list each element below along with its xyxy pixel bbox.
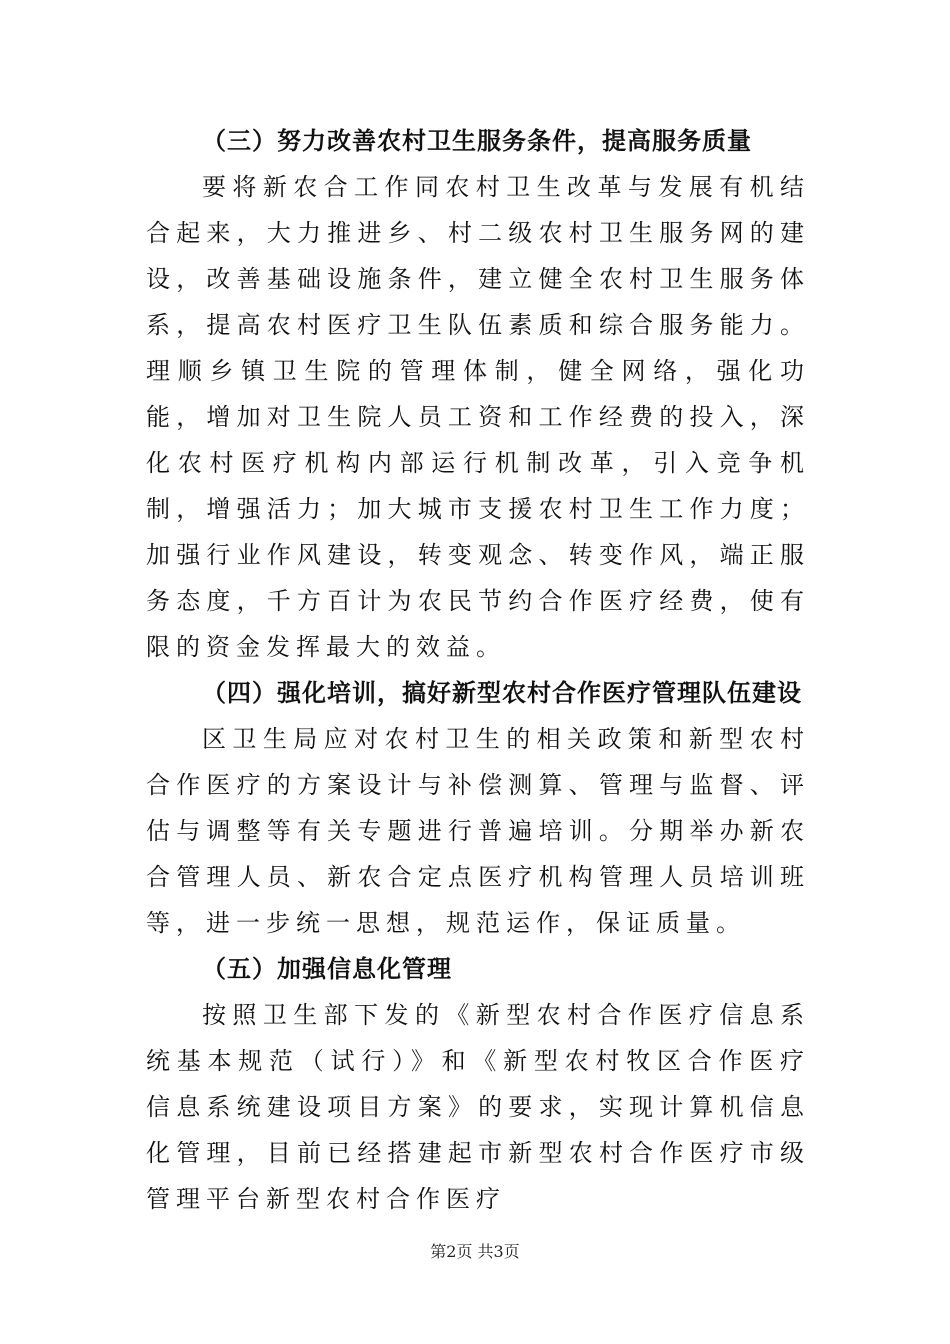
section-heading-5: （五）加强信息化管理 <box>202 955 452 983</box>
document-body <box>146 118 810 1222</box>
section-heading-3: （三）努力改善农村卫生服务条件，提高服务质量 <box>202 127 752 155</box>
section-heading-4: （四）强化培训，搞好新型农村合作医疗管理队伍建设 <box>202 679 802 707</box>
page-number-footer: 第2页 共3页 <box>430 1242 520 1261</box>
section-paragraph-3: 要将新农合工作同农村卫生改革与发展有机结合起来，大力推进乡、村二级农村卫生服务网的建设，改善基础设施条件，建立健全农村卫生服务体系，提高农村医疗卫生队伍素质和综合服务能力。理顺乡镇卫生院的管理体制，健全网络，强化功能，增加对卫生院人员工资和工作经费的投入，深化农村医疗机构内部运行机制改革，引入竞争机制，增强活力；加大城市支援农村卫生工作力度；加强行业作风建设，转变观念、转变作风，端正服务态度，千方百计为农民节约合作医疗经费，使有限的资金发挥最大的效益。 <box>146 173 810 661</box>
section-paragraph-4: 区卫生局应对农村卫生的相关政策和新型农村合作医疗的方案设计与补偿测算、管理与监督、评估与调整等有关专题进行普遍培训。分期举办新农合管理人员、新农合定点医疗机构管理人员培训班等，进一步统一思想，规范运作，保证质量。 <box>146 725 810 937</box>
section-paragraph-5: 按照卫生部下发的《新型农村合作医疗信息系统基本规范（试行）》和《新型农村牧区合作医疗信息系统建设项目方案》的要求，实现计算机信息化管理，目前已经搭建起市新型农村合作医疗市级管理平台新型农村合作医疗 <box>146 1001 810 1213</box>
